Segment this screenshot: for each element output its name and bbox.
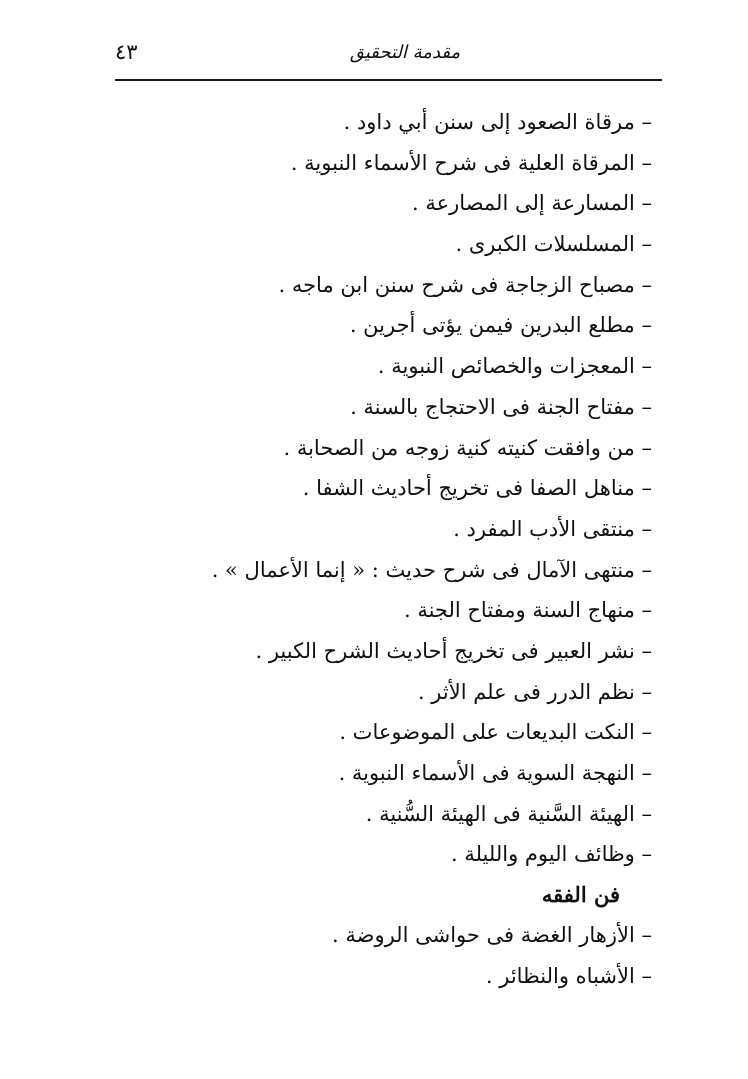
section-heading: فن الفقه	[541, 882, 620, 908]
header-divider	[115, 79, 662, 81]
list-item: – المعجزات والخصائص النبوية .	[377, 354, 652, 379]
list-item: – وظائف اليوم والليلة .	[450, 842, 652, 867]
list-item: – النهجة السوية فى الأسماء النبوية .	[338, 761, 652, 785]
list-item: – مناهل الصفا فى تخريج أحاديث الشفا .	[302, 476, 652, 501]
list-item: – الأزهار الغضة فى حواشى الروضة .	[332, 923, 652, 948]
list-item: – الهيئة السَّنية فى الهيئة السُّنية .	[365, 801, 652, 826]
page-header	[115, 36, 660, 80]
list-item: – المسلسلات الكبرى .	[455, 232, 652, 257]
list-item: – مصباح الزجاجة فى شرح سنن ابن ماجه .	[278, 272, 652, 297]
list-item: – نظم الدرر فى علم الأثر .	[417, 679, 652, 704]
list-item: – من وافقت كنيته كنية زوجه من الصحابة .	[283, 435, 652, 460]
list-item: – منتهى الآمال فى شرح حديث : « إنما الأعمال » .	[211, 557, 652, 582]
book-list	[92, 102, 652, 996]
list-item: – مفتاح الجنة فى الاحتجاج بالسنة .	[350, 394, 652, 419]
list-item: – مرقاة الصعود إلى سنن أبي داود .	[343, 110, 652, 134]
list-item: – مطلع البدرين فيمن يؤتى أجرين .	[349, 313, 652, 338]
list-item: – المرقاة العلية فى شرح الأسماء النبوية .	[290, 150, 652, 175]
list-item: – النكت البديعات على الموضوعات .	[339, 720, 652, 745]
list-item: – الأشباه والنظائر .	[485, 963, 652, 988]
list-item: – منتقى الأدب المفرد .	[453, 516, 652, 541]
list-item: – نشر العبير فى تخريج أحاديث الشرح الكبير .	[255, 638, 652, 663]
list-item: – منهاج السنة ومفتاح الجنة .	[403, 598, 652, 623]
page-number: ٤٣	[115, 40, 138, 64]
list-item: – المسارعة إلى المصارعة .	[412, 191, 652, 216]
running-title: مقدمة التحقيق	[349, 42, 461, 63]
